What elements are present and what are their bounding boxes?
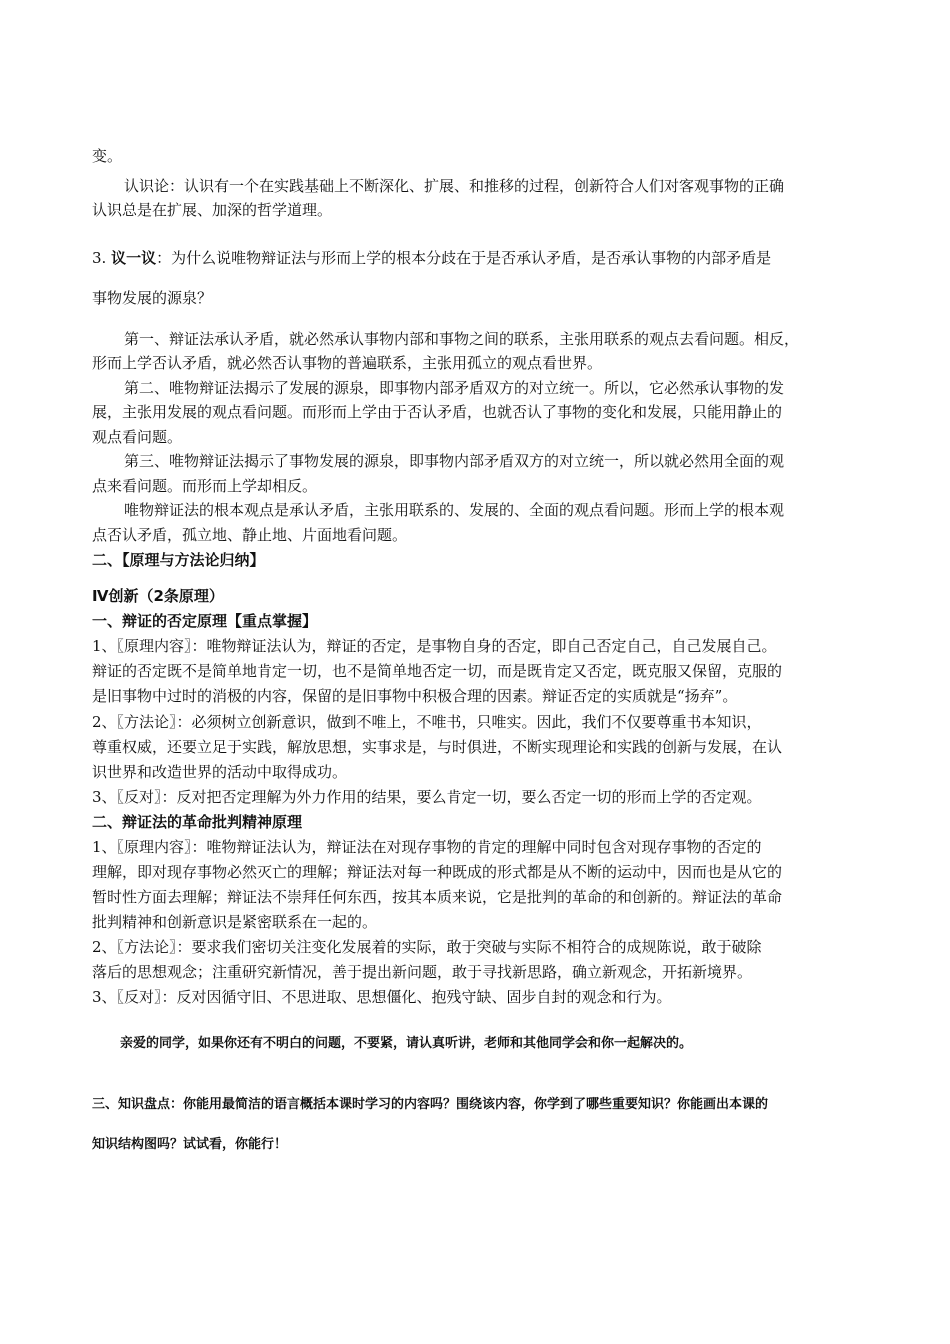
principle-1-line: 是旧事物中过时的消极的内容，保留的是旧事物中积极合理的因素。辩证否定的实质就是“扬弃”。 [92,687,738,705]
answer-line: 唯物辩证法的根本观点是承认矛盾，主张用联系的、发展的、全面的观点看问题。形而上学的根本观 [124,501,785,519]
principle-1-line: 识世界和改造世界的活动中取得成功。 [92,763,348,781]
principle-2-line: 暂时性方面去理解；辩证法不崇拜任何东西，按其本质来说，它是批判的革命的和创新的。辩证法的革命 [92,888,783,906]
section-heading: 二、【原理与方法论归纳】 [92,551,265,569]
principle-1-title: 一、辩证的否定原理【重点掌握】 [92,612,318,630]
principle-1-line: 3、〖反对〗：反对把否定理解为外力作用的结果，要么肯定一切，要么否定一切的形而上学的否定观。 [92,788,762,806]
knowledge-review-line-1: 三、知识盘点：你能用最简洁的语言概括本课时学习的内容吗？围绕该内容，你学到了哪些重要知识？你能画出本课的 [92,1097,769,1112]
answer-line: 形而上学否认矛盾，就必然否认事物的普遍联系，主张用孤立的观点看世界。 [92,354,603,372]
answer-line: 点来看问题。而形而上学却相反。 [92,477,318,495]
question-text: ：为什么说唯物辩证法与形而上学的根本分歧在于是否承认矛盾，是否承认事物的内部矛盾是 [156,249,772,267]
discussion-question-line-2: 事物发展的源泉？ [92,289,213,307]
question-label: 议一议 [111,249,157,267]
answer-line: 第二、唯物辩证法揭示了发展的源泉，即事物内部矛盾双方的对立统一。所以，它必然承认事物的发 [124,379,785,397]
encouragement-note: 亲爱的同学，如果你还有不明白的问题，不要紧，请认真听讲，老师和其他同学会和你一起解决的。 [120,1036,693,1051]
epistemology-line-2: 认识总是在扩展、加深的哲学道理。 [92,201,333,219]
discussion-question-line-1 [92,248,771,268]
principle-1-line: 2、〖方法论〗：必须树立创新意识，做到不唯上，不唯书，只唯实。因此，我们不仅要尊重书本知识， [92,713,762,731]
principle-1-line: 辩证的否定既不是简单地肯定一切，也不是简单地否定一切，而是既肯定又否定，既克服又保留，克服的 [92,662,783,680]
principle-2-line: 批判精神和创新意识是紧密联系在一起的。 [92,913,378,931]
answer-line: 观点看问题。 [92,428,183,446]
answer-line: 第三、唯物辩证法揭示了事物发展的源泉，即事物内部矛盾双方的对立统一，所以就必然用全面的观 [124,452,785,470]
epistemology-line-1: 认识论：认识有一个在实践基础上不断深化、扩展、和推移的过程，创新符合人们对客观事物的正确 [124,177,785,195]
question-number: 3. [92,249,107,267]
principle-2-line: 1、〖原理内容〗：唯物辩证法认为，辩证法在对现存事物的肯定的理解中同时包含对现存事物的否定的 [92,838,762,856]
principle-2-title: 二、辩证法的革命批判精神原理 [92,813,303,831]
answer-line: 点否认矛盾，孤立地、静止地、片面地看问题。 [92,526,408,544]
answer-line: 展，主张用发展的观点看问题。而形而上学由于否认矛盾，也就否认了事物的变化和发展，只能用静止的 [92,403,783,421]
principle-2-line: 落后的思想观念；注重研究新情况，善于提出新问题，敢于寻找新思路，确立新观念，开拓新境界。 [92,963,753,981]
principle-2-line: 理解，即对现存事物必然灭亡的理解；辩证法对每一种既成的形式都是从不断的运动中，因而也是从它的 [92,863,783,881]
principle-2-line: 2、〖方法论〗：要求我们密切关注变化发展着的实际，敢于突破与实际不相符合的成规陈说，敢于破除 [92,938,762,956]
continuation-text: 变。 [92,147,123,165]
innovation-heading: Ⅳ创新（2条原理） [92,587,224,605]
answer-line: 第一、辩证法承认矛盾，就必然承认事物内部和事物之间的联系，主张用联系的观点去看问题。相反， [124,330,800,348]
principle-2-line: 3、〖反对〗：反对因循守旧、不思进取、思想僵化、抱残守缺、固步自封的观念和行为。 [92,988,672,1006]
principle-1-line: 1、〖原理内容〗：唯物辩证法认为，辩证的否定，是事物自身的否定，即自己否定自己，自己发展自己。 [92,637,777,655]
principle-1-line: 尊重权威，还要立足于实践，解放思想，实事求是，与时俱进，不断实现理论和实践的创新与发展，在认 [92,738,783,756]
knowledge-review-line-2: 知识结构图吗？试试看，你能行！ [92,1137,288,1152]
